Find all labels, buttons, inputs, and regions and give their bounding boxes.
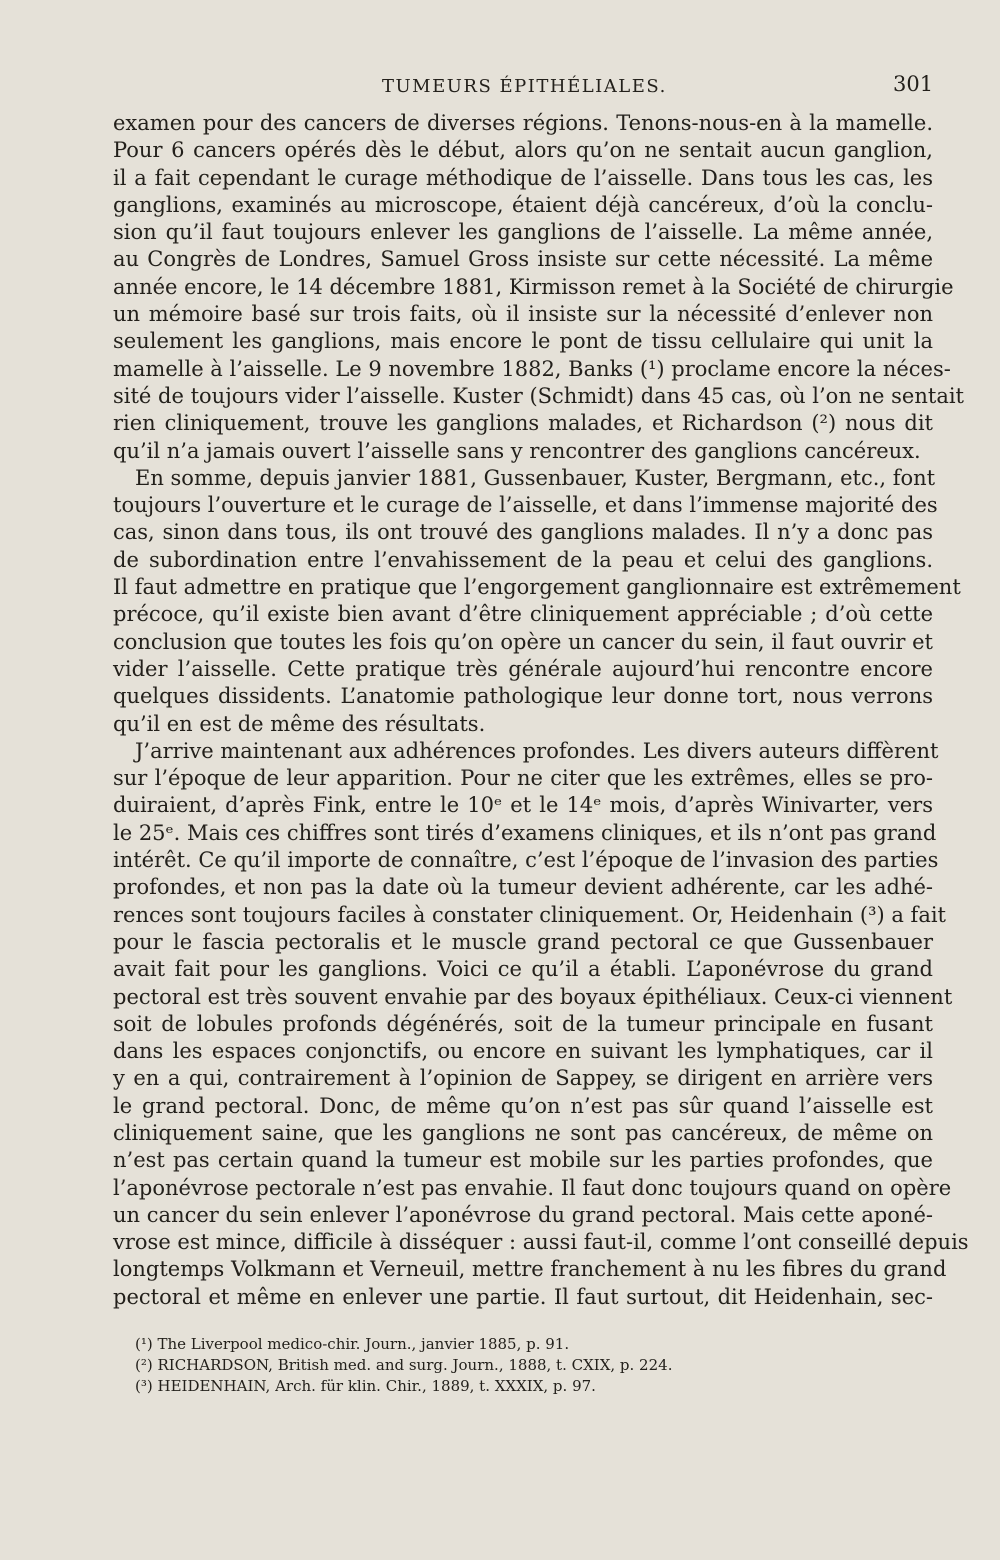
footnote: (³) HEIDENHAIN, Arch. für klin. Chir., 1889, t. XXXIX, p. 97. [135, 1377, 596, 1395]
body-text [113, 110, 969, 1338]
text-line: Pour 6 cancers opérés dès le début, alors qu’on ne sentait aucun ganglion, [113, 138, 933, 163]
text-line: mamelle à l’aisselle. Le 9 novembre 1882, Banks (¹) proclame encore la néces- [113, 356, 951, 381]
text-line: y en a qui, contrairement à l’opinion de Sappey, se dirigent en arrière vers [113, 1066, 933, 1091]
text-line: de subordination entre l’envahissement de la peau et celui des ganglions. [113, 547, 933, 572]
text-line: profondes, et non pas la date où la tumeur devient adhérente, car les adhé- [113, 875, 933, 900]
text-line: longtemps Volkmann et Verneuil, mettre franchement à nu les fibres du grand [113, 1257, 947, 1282]
text-line: rien cliniquement, trouve les ganglions malades, et Richardson (²) nous dit [113, 411, 933, 436]
text-line: cas, sinon dans tous, ils ont trouvé des ganglions malades. Il n’y a donc pas [113, 520, 933, 545]
text-line: intérêt. Ce qu’il importe de connaître, c’est l’époque de l’invasion des parties [113, 848, 939, 873]
text-line: dans les espaces conjonctifs, ou encore en suivant les lymphatiques, car il [113, 1039, 933, 1064]
text-line: sion qu’il faut toujours enlever les ganglions de l’aisselle. La même année, [113, 220, 933, 245]
text-line: avait fait pour les ganglions. Voici ce qu’il a établi. L’aponévrose du grand [113, 957, 933, 982]
footnote: (¹) The Liverpool medico-chir. Journ., janvier 1885, p. 91. [135, 1335, 570, 1353]
text-line: le 25ᵉ. Mais ces chiffres sont tirés d’examens cliniques, et ils n’ont pas grand [113, 820, 937, 845]
text-line: un mémoire basé sur trois faits, où il insiste sur la nécessité d’enlever non [113, 302, 933, 327]
text-line: conclusion que toutes les fois qu’on opère un cancer du sein, il faut ouvrir et [113, 629, 933, 654]
footnotes [135, 1334, 775, 1397]
text-line: vider l’aisselle. Cette pratique très générale aujourd’hui rencontre encore [113, 656, 933, 681]
text-line: pour le fascia pectoralis et le muscle grand pectoral ce que Gussenbauer [113, 929, 933, 954]
page-number: 301 [893, 72, 934, 96]
text-line: précoce, qu’il existe bien avant d’être cliniquement appréciable ; d’où cette [113, 602, 933, 627]
footnote: (²) RICHARDSON, British med. and surg. Journ., 1888, t. CXIX, p. 224. [135, 1356, 673, 1374]
text-line: pectoral et même en enlever une partie. Il faut surtout, dit Heidenhain, sec- [113, 1284, 933, 1309]
running-title: TUMEURS ÉPITHÉLIALES. [382, 76, 667, 97]
text-line: duiraient, d’après Fink, entre le 10ᵉ et le 14ᵉ mois, d’après Winivarter, vers [113, 793, 933, 818]
text-line: l’aponévrose pectorale n’est pas envahie. Il faut donc toujours quand on opère [113, 1175, 952, 1200]
text-line: sur l’époque de leur apparition. Pour ne citer que les extrêmes, elles se pro- [113, 766, 933, 791]
text-line: soit de lobules profonds dégénérés, soit de la tumeur principale en fusant [113, 1011, 933, 1036]
page-header [0, 72, 1000, 104]
text-line: seulement les ganglions, mais encore le pont de tissu cellulaire qui unit la [113, 329, 933, 354]
text-line: il a fait cependant le curage méthodique de l’aisselle. Dans tous les cas, les [113, 165, 933, 190]
text-line: examen pour des cancers de diverses régions. Tenons-nous-en à la mamelle. [113, 111, 933, 135]
text-line: Il faut admettre en pratique que l’engorgement ganglionnaire est extrêmement [113, 575, 961, 600]
text-line: ganglions, examinés au microscope, étaient déjà cancéreux, d’où la conclu- [113, 192, 933, 217]
text-line: quelques dissidents. L’anatomie pathologique leur donne tort, nous verrons [113, 684, 933, 709]
text-line: toujours l’ouverture et le curage de l’aisselle, et dans l’immense majorité des [113, 493, 938, 518]
text-line: cliniquement saine, que les ganglions ne sont pas cancéreux, de même on [113, 1120, 933, 1145]
text-line: qu’il n’a jamais ouvert l’aisselle sans y rencontrer des ganglions cancéreux. [113, 438, 921, 463]
text-line: En somme, depuis janvier 1881, Gussenbauer, Kuster, Bergmann, etc., font [135, 465, 936, 490]
text-line: rences sont toujours faciles à constater cliniquement. Or, Heidenhain (³) a fait [113, 902, 946, 927]
text-line: année encore, le 14 décembre 1881, Kirmisson remet à la Société de chirurgie [113, 274, 954, 299]
text-line: vrose est mince, difficile à disséquer : aussi faut-il, comme l’ont conseillé depuis [113, 1230, 969, 1255]
text-line: pectoral est très souvent envahie par des boyaux épithéliaux. Ceux-ci viennent [113, 984, 953, 1009]
text-line: qu’il en est de même des résultats. [113, 711, 486, 736]
text-line: un cancer du sein enlever l’aponévrose du grand pectoral. Mais cette aponé- [113, 1202, 933, 1227]
text-line: J’arrive maintenant aux adhérences profondes. Les divers auteurs diffèrent [135, 738, 939, 763]
text-line: sité de toujours vider l’aisselle. Kuster (Schmidt) dans 45 cas, où l’on ne sentait [113, 383, 964, 408]
text-line: au Congrès de Londres, Samuel Gross insiste sur cette nécessité. La même [113, 247, 933, 272]
text-line: le grand pectoral. Donc, de même qu’on n’est pas sûr quand l’aisselle est [113, 1093, 933, 1118]
text-line: n’est pas certain quand la tumeur est mobile sur les parties profondes, que [113, 1148, 933, 1173]
